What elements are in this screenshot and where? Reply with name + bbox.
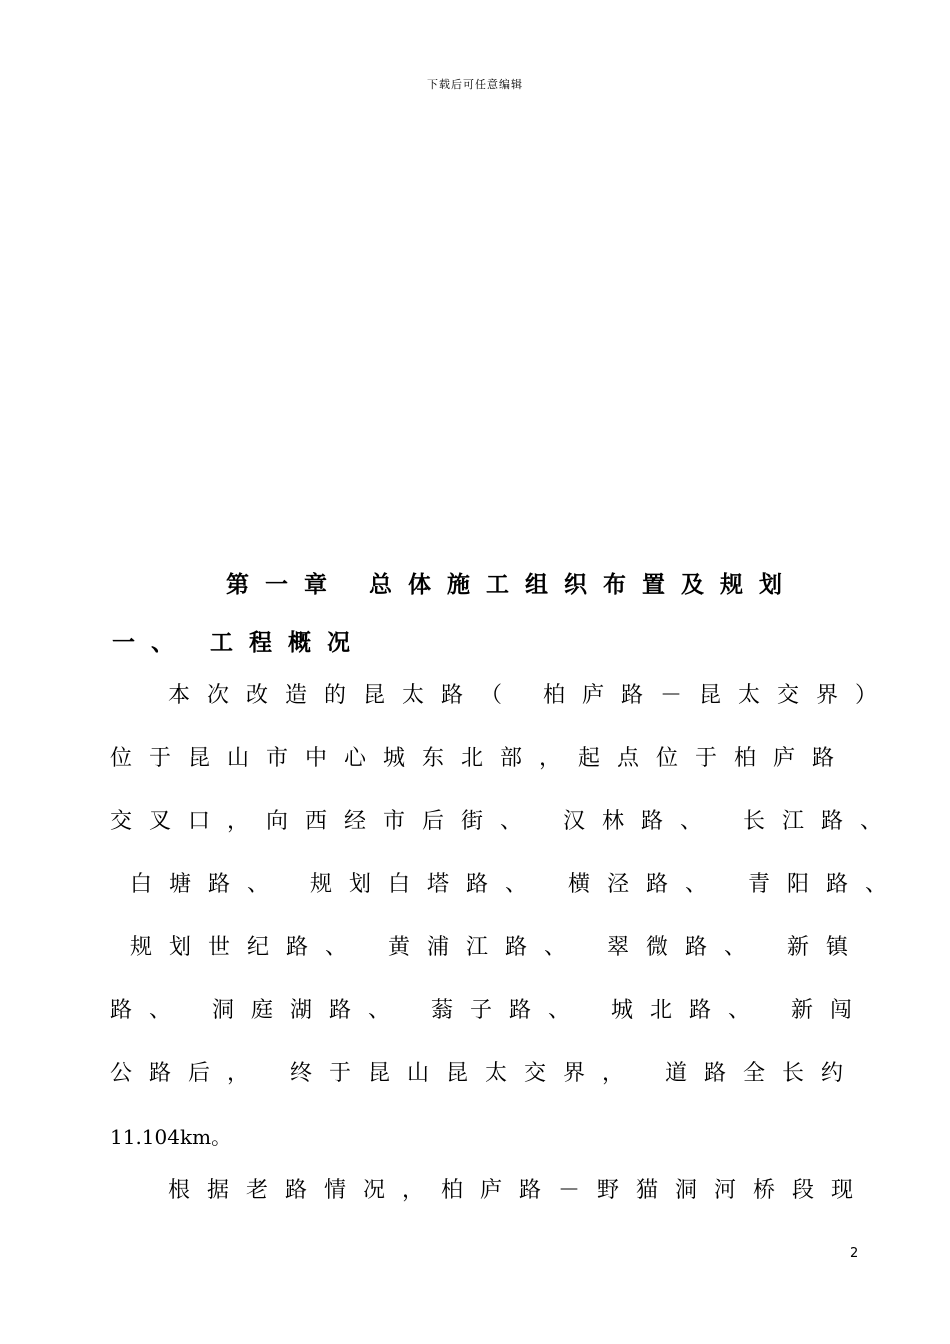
chapter-title: 总体施工组织布置及规划 [369,572,798,598]
paragraph-line: 位于昆山市中心城东北部，起点位于柏庐路 [110,746,852,771]
paragraph-line: 路、 洞庭湖路、 蓊子路、 城北路、 新闯 [110,998,869,1023]
section-number: 一、 [112,630,190,656]
section-title: 工程概况 [210,630,366,656]
chapter-number: 第一章 [226,572,343,598]
header-note: 下载后可任意编辑 [427,78,523,91]
paragraph-line: 公路后， 终于昆山昆太交界， 道路全长约 [110,1061,860,1086]
page-number: 2 [850,1246,859,1261]
paragraph-line: 本次改造的昆太路（ 柏庐路－昆太交界） [168,683,894,708]
section-heading [112,624,366,657]
paragraph-line: 规划世纪路、 黄浦江路、 翠微路、 新镇 [130,935,865,960]
paragraph-line: 白塘路、 规划白塔路、 横泾路、 青阳路、 [130,872,904,897]
paragraph-line: 交叉口，向西经市后街、 汉林路、 长江路、 [110,809,899,834]
paragraph-tail: 11.104km。 [110,1125,232,1149]
chapter-heading [226,566,798,599]
paragraph-line: 根据老路情况，柏庐路－野猫洞河桥段现 [168,1178,871,1203]
